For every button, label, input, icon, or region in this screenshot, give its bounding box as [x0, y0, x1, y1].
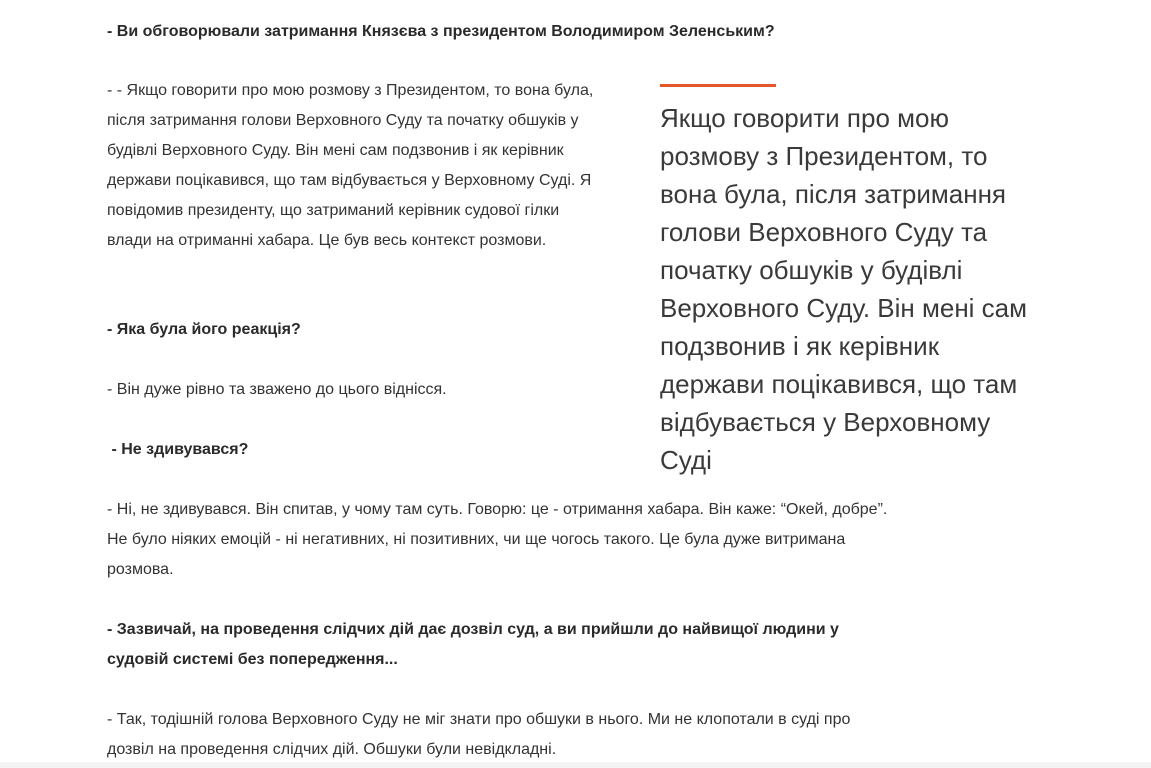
- answer-2: - Він дуже рівно та зважено до цього віднісся.: [107, 381, 447, 398]
- pull-quote-text: Якщо говорити про мою розмову з Президентом, то вона була, після затримання голови Верховного Суду та початку обшуків у будівлі Верховного Суду. Він мені сам подзвонив і як керівник держави поцікавився, що там відбувається у Верховному Суді: [660, 103, 1028, 475]
- question-1: - Ви обговорювали затримання Князєва з президентом Володимиром Зеленським?: [107, 23, 775, 40]
- question-4: - Зазвичай, на проведення слідчих дій дає дозвіл суд, а ви прийшли до найвищої людини у судовій системі без попередження...: [107, 621, 839, 668]
- pull-quote: [660, 84, 1030, 479]
- question-2: - Яка була його реакція?: [107, 321, 301, 338]
- answer-1: - - Якщо говорити про мою розмову з Президентом, то вона була, після затримання голови Верховного Суду та початку обшуків у будівлі Верховного Суду. Він мені сам подзвонив і як керівник держави поцікавився, що там відбувається у Верховному Суді. Я повідомив президенту, що затриманий керівник судової гілки влади на отриманні хабара. Це був весь контекст розмови.: [107, 82, 594, 249]
- answer-3-text: - Ні, не здивувався. Він спитав, у чому там суть. Говорю: це - отримання хабара. Він каже: “Окей, добре”. Не було ніяких емоцій - ні негативних, ні позитивних, чи ще чогось такого. Це була дуже витримана розмова.: [107, 501, 888, 578]
- question-3: - Не здивувався?: [107, 441, 249, 458]
- bottom-divider: [0, 762, 1151, 768]
- answer-4: - Так, тодішній голова Верховного Суду не міг знати про обшуки в нього. Ми не клопотали в суді про дозвіл на проведення слідчих дій. Обшуки були невідкладні.: [107, 711, 851, 758]
- pull-quote-accent-rule: [660, 84, 776, 87]
- answer-3: [107, 495, 907, 585]
